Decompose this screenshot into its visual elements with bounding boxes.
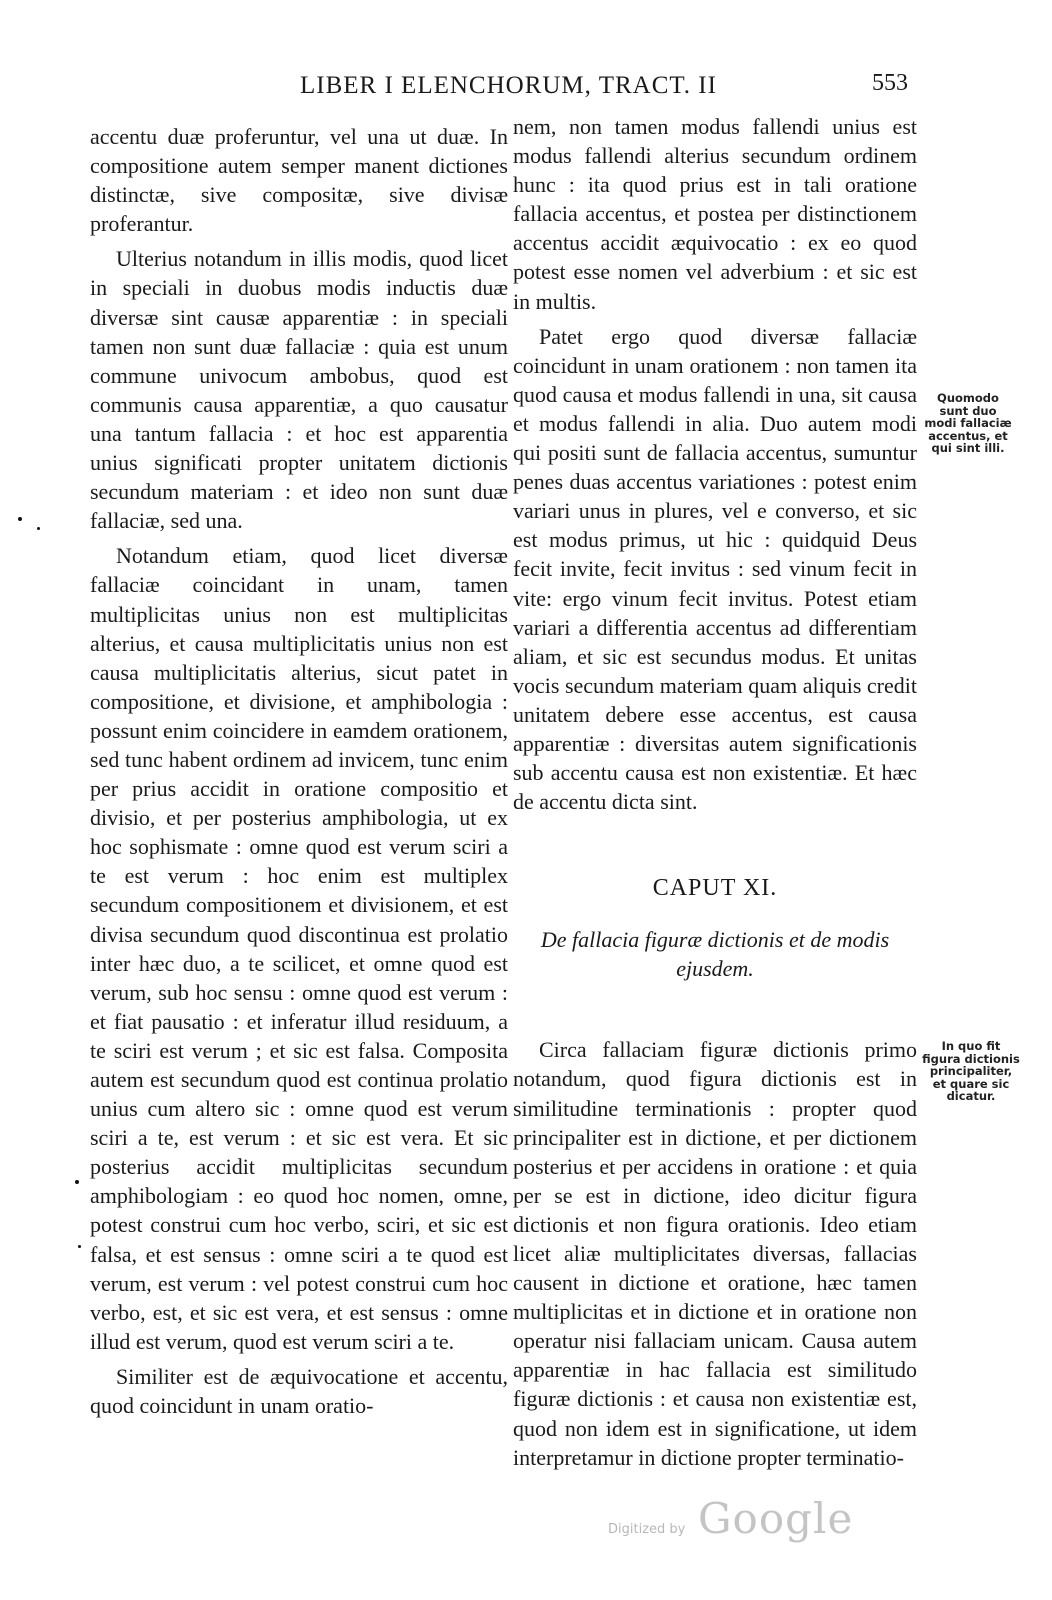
chapter-paragraph-1: Circa fallaciam figuræ dictionis primo notandum, quod figura dictionis est in similitudine terminationis : propter quod principaliter est in dictione, et per dictionem posterius et per accidens in oratione : et quia per se est in dictione, ideo dicitur figura dictionis et non figura orationis. Ideo etiam licet aliæ multiplicitates diversas, fallacias causent in dictione et oratione, hæc tamen multiplicitas et in dictione et in oratione non operatur nisi fallaciam unicam. Causa autem apparentiæ in hac fallacia est similitudo figuræ dictionis : et causa non existentiæ est, quod non idem est in significatione, ut idem interpretamur in dictione propter terminatio- <box>513 1037 917 1470</box>
chapter-subtitle: De fallacia figuræ dictionis et de modis ejusdem. <box>540 927 890 982</box>
left-paragraph-4: Similiter est de æquivocatione et accentu, quod coincidunt in unam oratio- <box>90 1363 508 1419</box>
stray-ink-mark <box>75 1180 79 1184</box>
stray-ink-mark <box>18 517 22 521</box>
stray-ink-mark <box>78 1245 81 1248</box>
margin-note-accent-modes: Quomodo sunt duo modi fallaciæ accentus, et qui sint illi. <box>924 391 1012 455</box>
left-column <box>90 122 508 1420</box>
google-watermark: Google <box>698 1494 854 1543</box>
left-paragraph-1: accentu duæ proferuntur, vel una ut duæ. In compositione autem semper manent dictiones distinctæ, sive compositæ, sive divisæ proferantur. <box>90 124 508 237</box>
left-paragraph-2: Ulterius notandum in illis modis, quod licet in speciali in duobus modis inductis duæ diversæ sint causæ apparentiæ : in speciali tamen non sunt duæ fallaciæ : quia est unum commune univocum ambobus, quod est communis causa apparentiæ, a quo causatur una tantum fallacia : et hoc est apparentia unius significati propter unitatem dictionis secundum materiam : et ideo non sunt duæ fallaciæ, sed una. <box>90 246 508 534</box>
digitized-by-label: Digitized by <box>608 1522 686 1537</box>
chapter-title: CAPUT XI. <box>652 875 778 902</box>
page-number: 553 <box>872 70 908 96</box>
right-paragraph-2: Patet ergo quod diversæ fallaciæ coincidunt in unam orationem : non tamen ita quod causa et modus fallendi in una, sit causa et modus fallendi in alia. Duo autem modi qui positi sunt de fallacia accentus, sumuntur penes duas accentus variationes : potest enim variari unus in plures, vel e converso, et sic est modus primus, ut hic : quidquid Deus fecit invite, fecit invitus : sed vinum fecit in vite: ergo vinum fecit invitus. Potest etiam variari a differentia accentus ad differentiam aliam, et sic est secundus modus. Et unitas vocis secundum materiam quam aliquis credit unitatem debere esse accentus, est causa apparentiæ : diversitas autem significationis sub accentu causa est non existentiæ. Et hæc de accentu dicta sint. <box>513 323 917 815</box>
right-paragraph-1: nem, non tamen modus fallendi unius est modus fallendi alterius secundum ordinem hunc : ita quod prius est in tali oratione fallacia accentus, et postea per distinctionem accentus accidit æquivocatio : ex eo quod potest esse nomen vel adverbium : et sic est in multis. <box>513 114 917 314</box>
stray-ink-mark <box>37 527 40 530</box>
left-paragraph-3: Notandum etiam, quod licet diversæ fallaciæ coincidant in unam, tamen multiplicitas unius non est multiplicitas alterius, et causa multiplicitatis unius non est causa multiplicitatis alterius, sicut patet in compositione, et divisione, et amphibologia : possunt enim coincidere in eamdem orationem, sed tunc habent ordinem ad invicem, tunc enim per prius accidit in oratione compositio et divisio, et per posterius amphibologia, ut ex hoc sophismate : omne quod est verum sciri a te est verum : hoc enim est multiplex secundum compositionem et divisionem, et est divisa secundum quod discontinua est prolatio inter hæc duo, a te scilicet, et omne quod est verum, sub hoc sensu : omne quod est verum : et fiat pausatio : et inferatur illud residuum, a te sciri est verum ; et sic est falsa. Composita autem est secundum quod est continua prolatio unius cum altero sic : omne quod est verum sciri a te, est verum : et sic est vera. Et sic posterius accidit multiplicitas secundum amphibologiam : eo quod hoc nomen, omne, potest construi cum hoc verbo, sciri, et sic est falsa, et est sensus : omne sciri a te quod est verum, est verum : vel potest construi cum hoc verbo, est, et sic est vera, et est sensus : omne illud est verum, quod est verum sciri a te. <box>90 543 508 1354</box>
right-column <box>513 112 917 1472</box>
running-title: LIBER I ELENCHORUM, TRACT. II <box>300 72 717 99</box>
margin-note-figure-dictionis: In quo fit figura dictionis principaliter, et quare sic dicatur. <box>922 1039 1020 1103</box>
